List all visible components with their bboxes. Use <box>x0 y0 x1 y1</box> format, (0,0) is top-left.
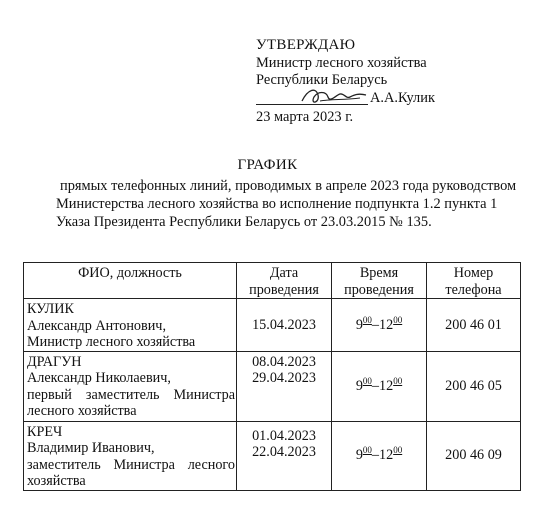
signature-row <box>256 90 456 109</box>
date-value: 01.04.2023 <box>252 427 316 444</box>
schedule-table <box>23 262 521 491</box>
date-value: 08.04.2023 <box>252 353 316 370</box>
table-header-row <box>24 263 521 299</box>
time-end-hour: 12 <box>379 447 394 464</box>
header-name <box>24 263 237 299</box>
header-phone-line2: телефона <box>445 281 502 298</box>
approval-position-line1: Министр лесного хозяйства <box>256 54 427 71</box>
table-row <box>24 299 521 352</box>
time-start-minutes: 00 <box>362 445 372 456</box>
cell-time <box>332 421 427 490</box>
cell-phone <box>427 421 521 490</box>
document-title: ГРАФИК <box>237 157 298 173</box>
cell-time <box>332 351 427 421</box>
person-surname: КРЕЧ <box>27 423 63 440</box>
phone-number: 200 46 05 <box>445 377 502 394</box>
time-end-hour: 12 <box>379 377 394 394</box>
header-name-label: ФИО, должность <box>78 265 182 281</box>
phone-number: 200 46 01 <box>445 316 502 333</box>
cell-time <box>332 299 427 352</box>
time-end-hour: 12 <box>379 316 394 333</box>
approval-date: 23 марта 2023 г. <box>256 108 354 125</box>
phone-number: 200 46 09 <box>445 447 502 464</box>
cell-person <box>24 421 237 490</box>
header-time-line2: проведения <box>344 281 414 298</box>
document-description <box>56 177 526 231</box>
date-value: 29.04.2023 <box>252 370 316 386</box>
date-value: 22.04.2023 <box>252 444 316 460</box>
person-name: Александр Николаевич, <box>27 370 171 386</box>
time-start-hour: 9 <box>355 447 363 464</box>
time-start-minutes: 00 <box>362 375 372 386</box>
header-date-line2: проведения <box>249 281 319 298</box>
person-surname: ДРАГУН <box>27 353 82 370</box>
time-end-minutes: 00 <box>393 375 403 386</box>
time-start-minutes: 00 <box>362 314 372 325</box>
description-line: Указа Президента Республики Беларусь от 23.03.2015 № 135. <box>56 214 432 230</box>
approval-position-line2: Республики Беларусь <box>256 72 388 88</box>
time-dash: – <box>371 447 379 464</box>
header-time-line1: Время <box>359 265 399 281</box>
cell-date <box>237 421 332 490</box>
header-date <box>237 263 332 299</box>
person-position-cont: хозяйства <box>27 473 86 489</box>
cell-person <box>24 351 237 421</box>
table-row <box>24 421 521 490</box>
signature-icon <box>300 85 370 109</box>
header-time <box>332 263 427 299</box>
time-end-minutes: 00 <box>393 445 403 456</box>
signer-name: А.А.Кулик <box>370 89 435 106</box>
time-dash: – <box>371 377 379 394</box>
header-phone-line1: Номер <box>453 265 494 281</box>
cell-date <box>237 351 332 421</box>
table-row <box>24 351 521 421</box>
person-position-cont: лесного хозяйства <box>27 403 137 419</box>
cell-phone <box>427 351 521 421</box>
person-position: первый заместитель Министра <box>27 386 235 403</box>
person-name: Александр Антонович, <box>27 317 166 334</box>
time-start-hour: 9 <box>355 316 363 333</box>
person-position: заместитель Министра лесного <box>27 456 235 473</box>
header-date-line1: Дата <box>269 265 299 281</box>
description-line: прямых телефонных линий, проводимых в апреле 2023 года руководством <box>60 178 517 194</box>
time-dash: – <box>371 316 379 333</box>
person-position: Министр лесного хозяйства <box>27 334 196 350</box>
person-surname: КУЛИК <box>27 301 74 317</box>
approval-header: УТВЕРЖДАЮ <box>256 37 356 53</box>
cell-date <box>237 299 332 352</box>
cell-person <box>24 299 237 352</box>
date-value: 15.04.2023 <box>252 316 316 333</box>
approval-block <box>256 37 456 126</box>
header-phone <box>427 263 521 299</box>
cell-phone <box>427 299 521 352</box>
time-end-minutes: 00 <box>393 314 403 325</box>
description-line: Министерства лесного хозяйства во исполнение подпункта 1.2 пункта 1 <box>56 196 498 212</box>
time-start-hour: 9 <box>355 377 363 394</box>
person-name: Владимир Иванович, <box>27 440 155 456</box>
